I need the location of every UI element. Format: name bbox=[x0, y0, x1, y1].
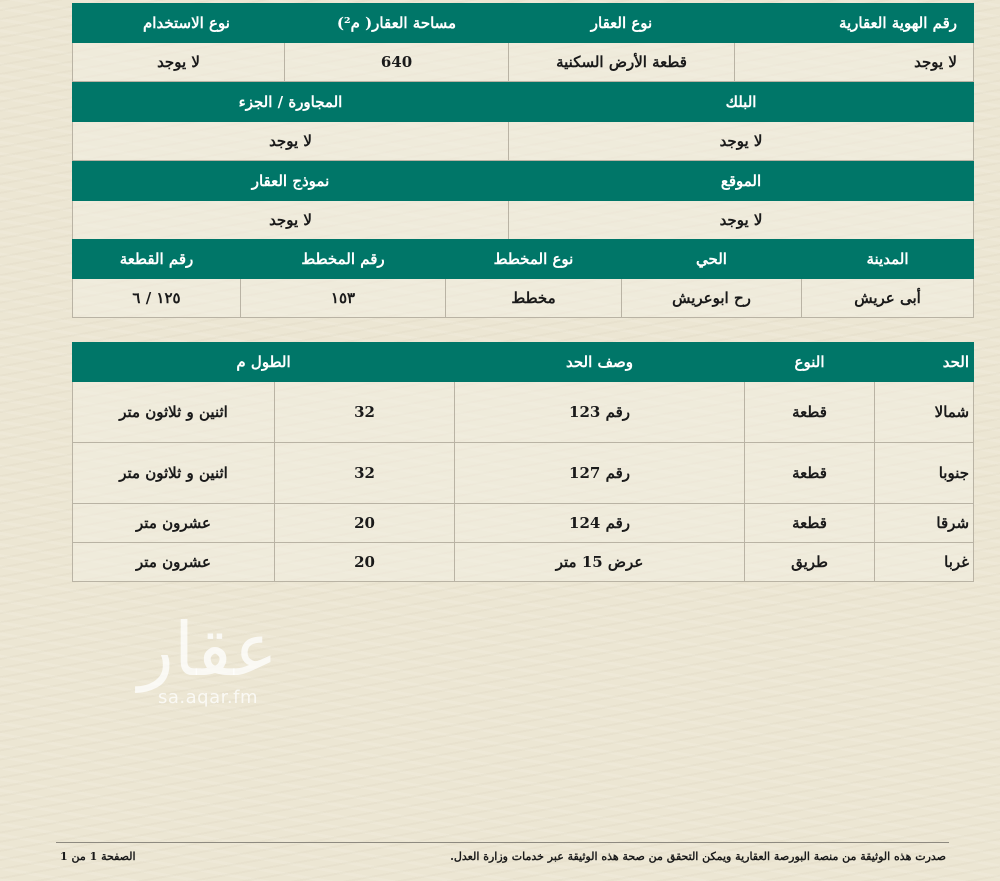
plan-info-table bbox=[72, 239, 974, 318]
header-boundary-type: النوع bbox=[745, 343, 875, 382]
header-property-type: نوع العقار bbox=[509, 4, 735, 43]
header-plan-number: رقم المخطط bbox=[241, 240, 446, 279]
header-property-id: رقم الهوية العقارية bbox=[735, 4, 974, 43]
property-info-table bbox=[72, 3, 974, 82]
boundary-length-text: اثنين و ثلاثون متر bbox=[73, 443, 275, 504]
value-block: لا يوجد bbox=[509, 122, 974, 161]
header-property-model: نموذج العقار bbox=[73, 162, 509, 201]
table-row bbox=[73, 504, 974, 543]
value-city: أبى عريش bbox=[802, 279, 974, 318]
boundary-type: قطعة bbox=[745, 382, 875, 443]
location-table bbox=[72, 161, 974, 240]
footer-divider bbox=[56, 842, 949, 843]
value-district: رح ابوعريش bbox=[622, 279, 802, 318]
boundary-type: قطعة bbox=[745, 443, 875, 504]
block-table bbox=[72, 82, 974, 161]
header-plot-number: رقم القطعة bbox=[73, 240, 241, 279]
table-row bbox=[73, 443, 974, 504]
boundary-desc: عرض 15 متر bbox=[455, 543, 745, 582]
value-neighborhood-part: لا يوجد bbox=[73, 122, 509, 161]
boundaries-table bbox=[72, 342, 974, 582]
value-property-id: لا يوجد bbox=[735, 43, 974, 82]
boundary-side: شمالا bbox=[875, 382, 974, 443]
header-usage-type: نوع الاستخدام bbox=[73, 4, 285, 43]
watermark-url: sa.aqar.fm bbox=[158, 687, 258, 708]
boundary-length-text: عشرون متر bbox=[73, 504, 275, 543]
boundary-desc: رقم 124 bbox=[455, 504, 745, 543]
boundary-length-text: عشرون متر bbox=[73, 543, 275, 582]
boundary-length: 32 bbox=[275, 382, 455, 443]
boundary-side: شرقا bbox=[875, 504, 974, 543]
header-boundary-desc: وصف الحد bbox=[455, 343, 745, 382]
header-neighborhood-part: المجاورة / الجزء bbox=[73, 83, 509, 122]
value-plot-number: ١٢٥ / ٦ bbox=[73, 279, 241, 318]
value-plan-number: ١٥٣ bbox=[241, 279, 446, 318]
value-plan-type: مخطط bbox=[446, 279, 622, 318]
footer-note: صدرت هذه الوثيقة من منصة البورصة العقارية ويمكن التحقق من صحة هذه الوثيقة عبر خدمات وزارة العدل. bbox=[450, 850, 946, 863]
header-block: البلك bbox=[509, 83, 974, 122]
boundary-side: غربا bbox=[875, 543, 974, 582]
boundary-length-text: اثنين و ثلاثون متر bbox=[73, 382, 275, 443]
boundary-desc: رقم 127 bbox=[455, 443, 745, 504]
boundary-type: طريق bbox=[745, 543, 875, 582]
value-property-area: 640 bbox=[285, 43, 509, 82]
value-location: لا يوجد bbox=[509, 201, 974, 240]
header-district: الحي bbox=[622, 240, 802, 279]
watermark-logo: عقار bbox=[138, 607, 278, 693]
boundary-length: 20 bbox=[275, 543, 455, 582]
header-city: المدينة bbox=[802, 240, 974, 279]
boundary-length: 32 bbox=[275, 443, 455, 504]
boundary-side: جنوبا bbox=[875, 443, 974, 504]
page-number: الصفحة 1 من 1 bbox=[60, 850, 136, 863]
value-property-type: قطعة الأرض السكنية bbox=[509, 43, 735, 82]
header-boundary: الحد bbox=[875, 343, 974, 382]
value-usage-type: لا يوجد bbox=[73, 43, 285, 82]
header-location: الموقع bbox=[509, 162, 974, 201]
header-plan-type: نوع المخطط bbox=[446, 240, 622, 279]
boundary-length: 20 bbox=[275, 504, 455, 543]
table-row bbox=[73, 382, 974, 443]
value-property-model: لا يوجد bbox=[73, 201, 509, 240]
boundary-desc: رقم 123 bbox=[455, 382, 745, 443]
boundary-type: قطعة bbox=[745, 504, 875, 543]
header-boundary-length: الطول م bbox=[73, 343, 455, 382]
header-property-area: مساحة العقار( م²) bbox=[285, 4, 509, 43]
aqar-watermark bbox=[128, 607, 288, 708]
table-row bbox=[73, 543, 974, 582]
